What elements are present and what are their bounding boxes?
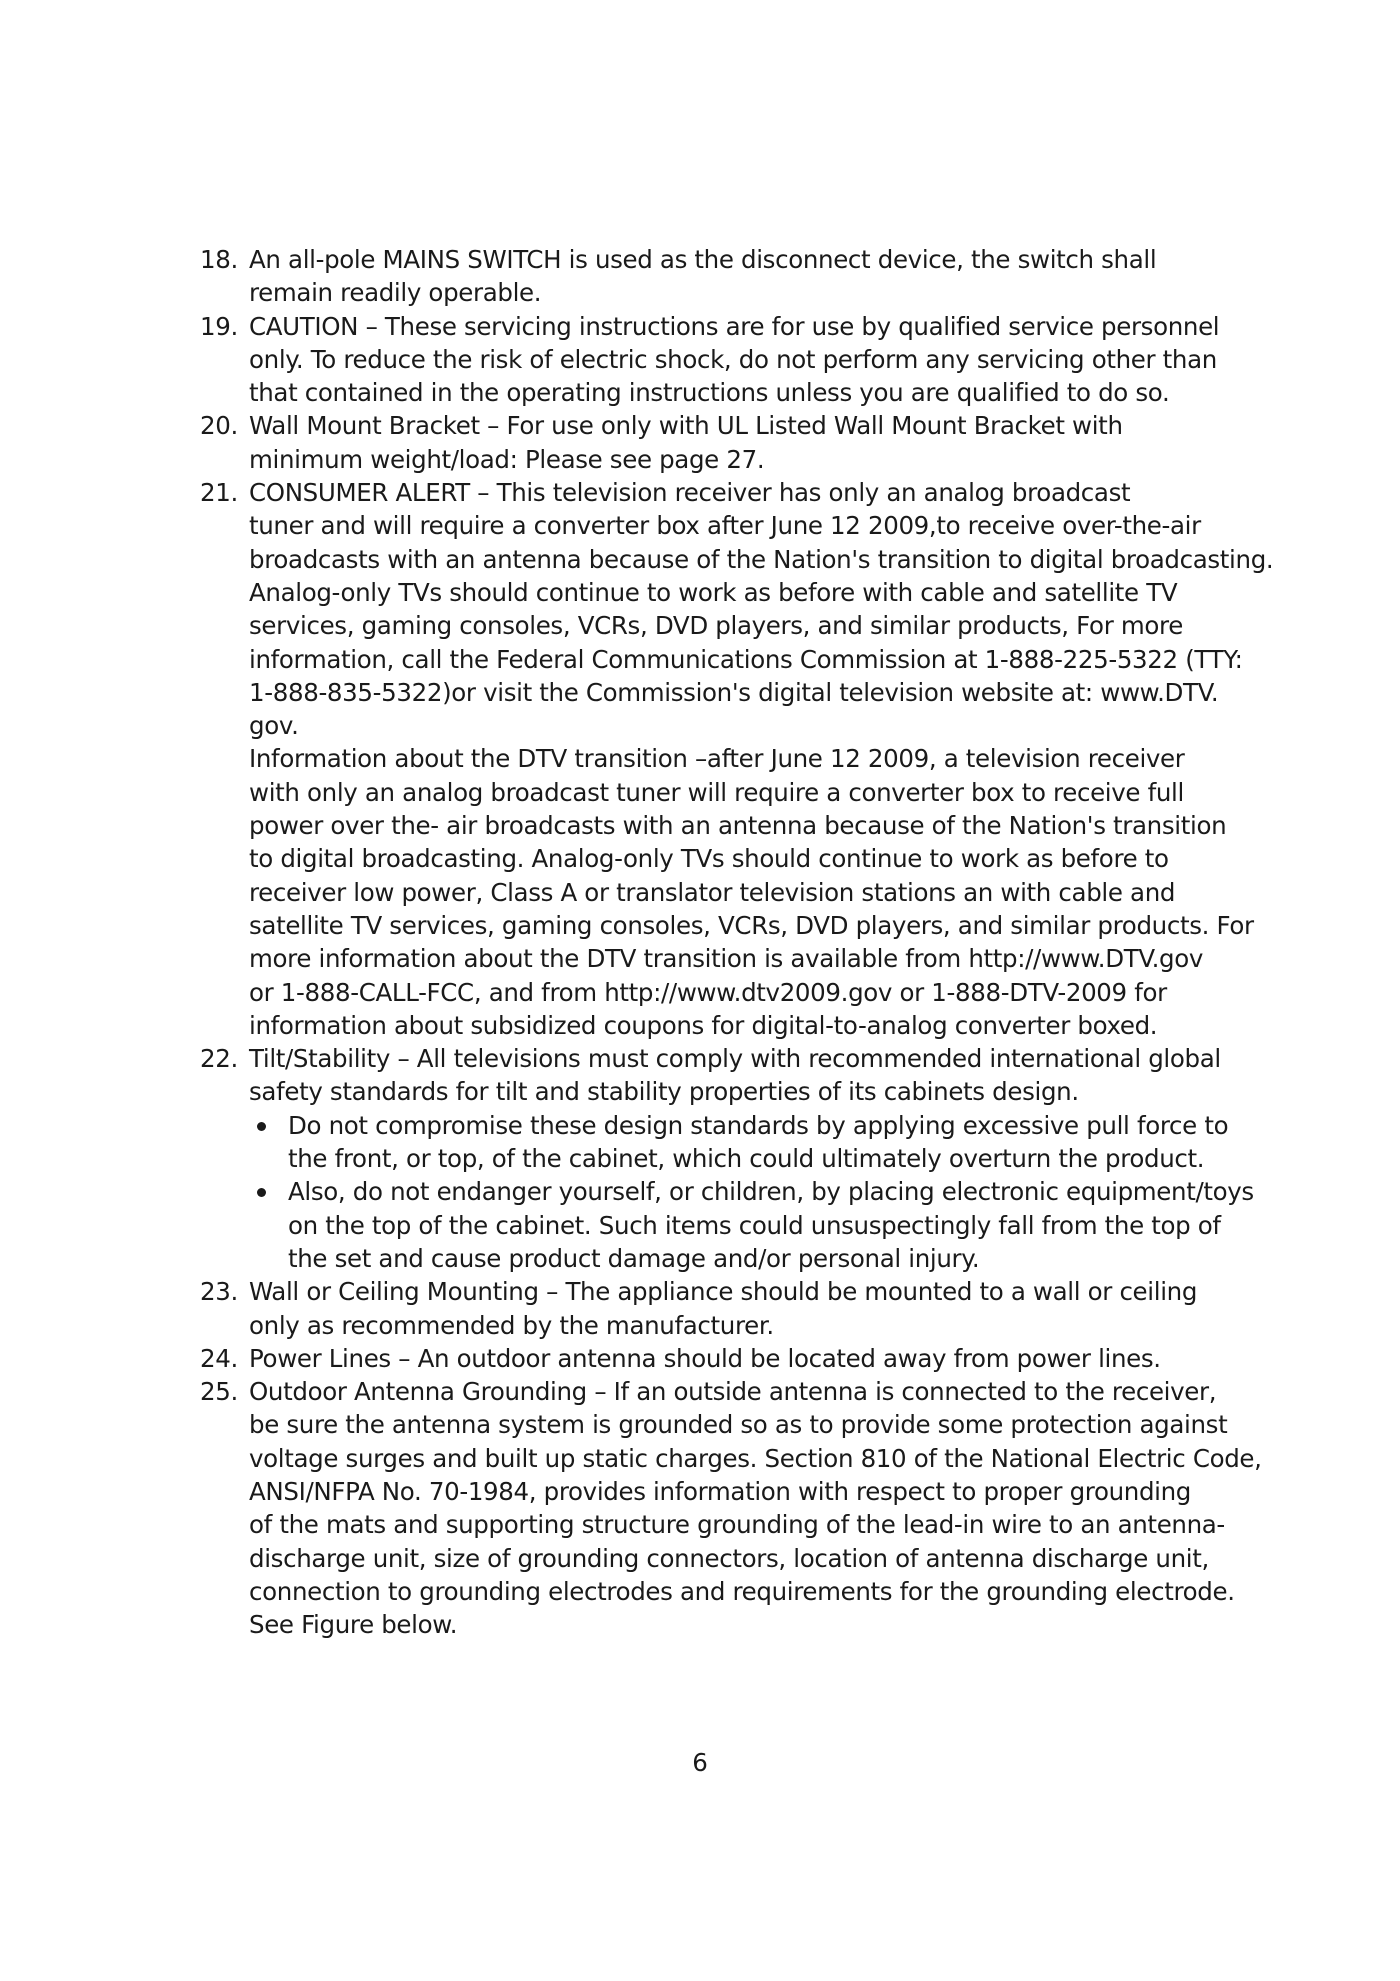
text-line: of the mats and supporting structure grounding of the lead-in wire to an antenna- [249,1510,1225,1540]
bullet-item [249,1109,1229,1176]
text-line: Information about the DTV transition –after June 12 2009, a television receiver [249,744,1185,774]
text-line: that contained in the operating instructions unless you are qualified to do so. [249,378,1170,408]
list-item [200,409,1210,476]
text-line: Also, do not endanger yourself, or children, by placing electronic equipment/toys [288,1177,1254,1207]
text-line: 1-888-835-5322)or visit the Commission's digital television website at: www.DTV. [249,677,1219,707]
item-number: 25. [200,1377,238,1407]
text-line: with only an analog broadcast tuner will require a converter box to receive full [249,777,1184,807]
item-text [249,310,1220,410]
item-number: 23. [200,1277,238,1307]
list-item [200,243,1210,310]
bullet-list [249,1109,1254,1275]
list-item [200,310,1220,410]
bullet-dot-icon [257,1122,266,1131]
bullet-dot-icon [257,1188,266,1197]
text-line: ANSI/NFPA No. 70-1984, provides information with respect to proper grounding [249,1476,1191,1506]
item-number: 22. [200,1044,238,1074]
text-line: Do not compromise these design standards by applying excessive pull force to [288,1110,1229,1140]
text-line: information about subsidized coupons for digital-to-analog converter boxed. [249,1010,1158,1040]
text-line: Wall Mount Bracket – For use only with UL Listed Wall Mount Bracket with [249,411,1123,441]
text-line: gov. [249,711,299,741]
text-line: Wall or Ceiling Mounting – The appliance should be mounted to a wall or ceiling [249,1277,1198,1307]
item-text [249,243,1210,310]
item-number: 18. [200,245,238,274]
text-line: services, gaming consoles, VCRs, DVD players, and similar products, For more [249,611,1183,641]
page-number: 6 [692,1748,708,1777]
text-line: connection to grounding electrodes and requirements for the grounding electrode. [249,1576,1235,1606]
text-line: safety standards for tilt and stability properties of its cabinets design. [249,1077,1079,1107]
text-line: An all-pole MAINS SWITCH is used as the disconnect device, the switch shall [249,245,1157,274]
list-item [200,1375,1262,1641]
list-item [200,1042,1254,1275]
item-continuation-text [249,742,1254,1042]
item-text [249,1375,1262,1641]
text-line: power over the- air broadcasts with an antenna because of the Nation's transition [249,811,1227,841]
item-text [249,476,1274,742]
item-text [249,1275,1210,1342]
list-item [200,1342,1210,1375]
list-item [200,476,1274,1042]
text-line: CAUTION – These servicing instructions are for use by qualified service personnel [249,311,1220,341]
text-line: on the top of the cabinet. Such items could unsuspectingly fall from the top of [288,1210,1221,1240]
text-line: the set and cause product damage and/or personal injury. [288,1243,980,1273]
text-line: tuner and will require a converter box after June 12 2009,to receive over-the-air [249,511,1201,541]
bullet-item [249,1175,1254,1275]
item-number: 21. [200,478,238,508]
text-line: satellite TV services, gaming consoles, VCRs, DVD players, and similar products. For [249,910,1254,940]
text-line: the front, or top, of the cabinet, which could ultimately overturn the product. [288,1144,1205,1174]
safety-instructions-list [200,243,1274,1641]
text-line: information, call the Federal Communications Commission at 1-888-225-5322 (TTY: [249,644,1243,674]
item-number: 24. [200,1343,238,1373]
text-line: only. To reduce the risk of electric shock, do not perform any servicing other than [249,344,1217,374]
text-line: receiver low power, Class A or translator television stations an with cable and [249,877,1176,907]
text-line: be sure the antenna system is grounded so as to provide some protection against [249,1410,1228,1440]
text-line: minimum weight/load: Please see page 27. [249,444,765,474]
item-text [249,1342,1210,1375]
item-number: 20. [200,411,238,441]
text-line: more information about the DTV transition is available from http://www.DTV.gov [249,944,1204,974]
text-line: See Figure below. [249,1610,458,1640]
text-line: broadcasts with an antenna because of the Nation's transition to digital broadcasting. [249,544,1274,574]
text-line: Outdoor Antenna Grounding – If an outside antenna is connected to the receiver, [249,1377,1217,1407]
item-number: 19. [200,311,238,341]
text-line: Analog-only TVs should continue to work as before with cable and satellite TV [249,577,1178,607]
text-line: Power Lines – An outdoor antenna should be located away from power lines. [249,1343,1161,1373]
text-line: only as recommended by the manufacturer. [249,1310,774,1340]
text-line: CONSUMER ALERT – This television receiver has only an analog broadcast [249,478,1131,508]
text-line: to digital broadcasting. Analog-only TVs should continue to work as before to [249,844,1169,874]
text-line: voltage surges and built up static charges. Section 810 of the National Electric Code, [249,1443,1262,1473]
text-line: or 1-888-CALL-FCC, and from http://www.dtv2009.gov or 1-888-DTV-2009 for [249,977,1167,1007]
text-line: discharge unit, size of grounding connectors, location of antenna discharge unit, [249,1543,1209,1573]
text-line: remain readily operable. [249,278,542,308]
item-text [249,1042,1221,1109]
text-line: Tilt/Stability – All televisions must comply with recommended international global [249,1044,1221,1074]
item-text [249,409,1210,476]
list-item [200,1275,1210,1342]
